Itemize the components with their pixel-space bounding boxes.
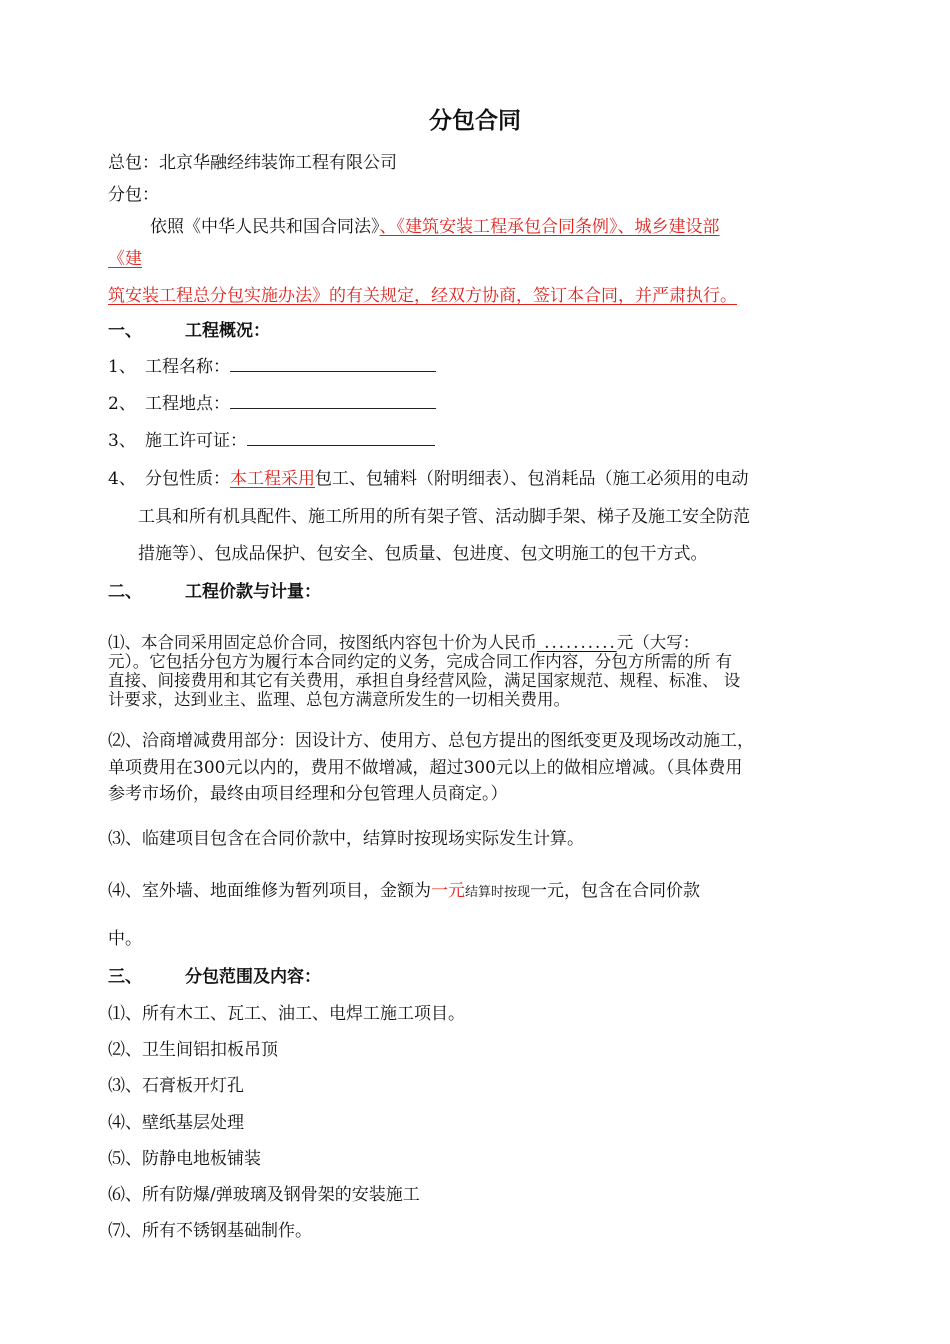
change-line-3: 参考市场价，最终由项目经理和分包管理人员商定。）	[108, 784, 508, 804]
project-name-label: 工程名称：	[145, 357, 230, 377]
nature-line-2: 工具和所有机具配件、施工所用的所有架子管、活动脚手架、梯子及施工安全防范	[138, 507, 750, 527]
provisional-amount: 一元	[431, 881, 465, 901]
project-name-number: 1、	[108, 357, 136, 377]
scope-item: ⑶、石膏板开灯孔	[108, 1076, 244, 1096]
scope-item: ⑷、壁纸基层处理	[108, 1113, 244, 1133]
provisional-settlement-note: 结算时按现	[465, 885, 531, 900]
provisional-text-b: 一元，包含在合同价款	[530, 881, 701, 901]
preamble-line-3: 筑安装工程总分包实施办法》的有关规定，经双方协商，签订本合同，并严肃执行。	[108, 286, 737, 306]
general-contractor: 总包：北京华融经纬装饰工程有限公司	[108, 153, 397, 173]
nature-text-a: 包工、包辅料（附明细表）、包消耗品（施工必须用的电动	[315, 469, 749, 489]
permit-number: 3、	[108, 431, 136, 451]
project-location-field[interactable]	[230, 393, 436, 409]
section-3-title: 分包范围及内容：	[185, 967, 321, 987]
project-name-field[interactable]	[230, 356, 436, 372]
nature-label: 分包性质：	[145, 469, 230, 489]
section-3-number: 三、	[108, 967, 142, 987]
price-line-1	[108, 633, 699, 652]
provisional-text-a: ⑷、室外墙、地面维修为暂列项目，金额为	[108, 881, 431, 901]
change-line-2: 单项费用在300元以内的，费用不做增减，超过300元以上的做相应增减。（具体费用	[108, 758, 743, 778]
project-location-number: 2、	[108, 394, 136, 414]
scope-item: ⑸、防静电地板铺装	[108, 1149, 261, 1169]
section-2-number: 二、	[108, 582, 142, 602]
nature-line-1	[145, 468, 749, 490]
change-line-1: ⑵、洽商增减费用部分：因设计方、使用方、总包方提出的图纸变更及现场改动施工，	[108, 731, 754, 751]
provisional-line-1	[108, 880, 700, 904]
temporary-works: ⑶、临建项目包含在合同价款中，结算时按现场实际发生计算。	[108, 829, 584, 849]
nature-highlight: 本工程采用	[230, 469, 315, 489]
project-location-label: 工程地点：	[145, 394, 230, 414]
scope-item: ⑹、所有防爆/弹玻璃及钢骨架的安装施工	[108, 1185, 420, 1205]
permit-label: 施工许可证：	[145, 431, 247, 451]
provisional-line-2: 中。	[108, 929, 142, 949]
price-line-2: 元）。它包括分包方为履行本合同约定的义务，完成合同工作内容，分包方所需的所 有	[108, 652, 732, 671]
subcontractor: 分包：	[108, 185, 159, 205]
project-location-row	[145, 393, 436, 415]
permit-field[interactable]	[247, 430, 435, 446]
project-name-row	[145, 356, 436, 378]
nature-number: 4、	[108, 469, 136, 489]
permit-row	[145, 430, 435, 452]
preamble-line-2: 《建	[108, 249, 142, 269]
price-text-a: ⑴、本合同采用固定总价合同，按图纸内容包十价为人民币	[108, 633, 537, 652]
price-line-4: 计要求，达到业主、监理、总包方满意所发生的一切相关费用。	[108, 690, 570, 709]
price-amount-blank: ..........	[537, 633, 617, 652]
price-text-b: 元（大写：	[616, 633, 700, 652]
scope-item: ⑺、所有不锈钢基础制作。	[108, 1221, 312, 1241]
scope-item: ⑵、卫生间铝扣板吊顶	[108, 1040, 278, 1060]
section-1-number: 一、	[108, 321, 142, 341]
price-line-3: 直接、间接费用和其它有关费用，承担自身经营风险，满足国家规范、规程、标准、 设	[108, 671, 741, 690]
section-1-title: 工程概况：	[185, 321, 270, 341]
preamble-regulations: 、《建筑安装工程承包合同条例》、城乡建设部	[379, 217, 720, 237]
preamble-law: 依照《中华人民共和国合同法》	[150, 217, 380, 237]
scope-item: ⑴、所有木工、瓦工、油工、电焊工施工项目。	[108, 1004, 465, 1024]
document-title: 分包合同	[429, 108, 521, 134]
nature-line-3: 措施等）、包成品保护、包安全、包质量、包进度、包文明施工的包干方式。	[138, 544, 708, 564]
preamble-line-1	[150, 216, 720, 238]
section-2-title: 工程价款与计量：	[185, 582, 321, 602]
